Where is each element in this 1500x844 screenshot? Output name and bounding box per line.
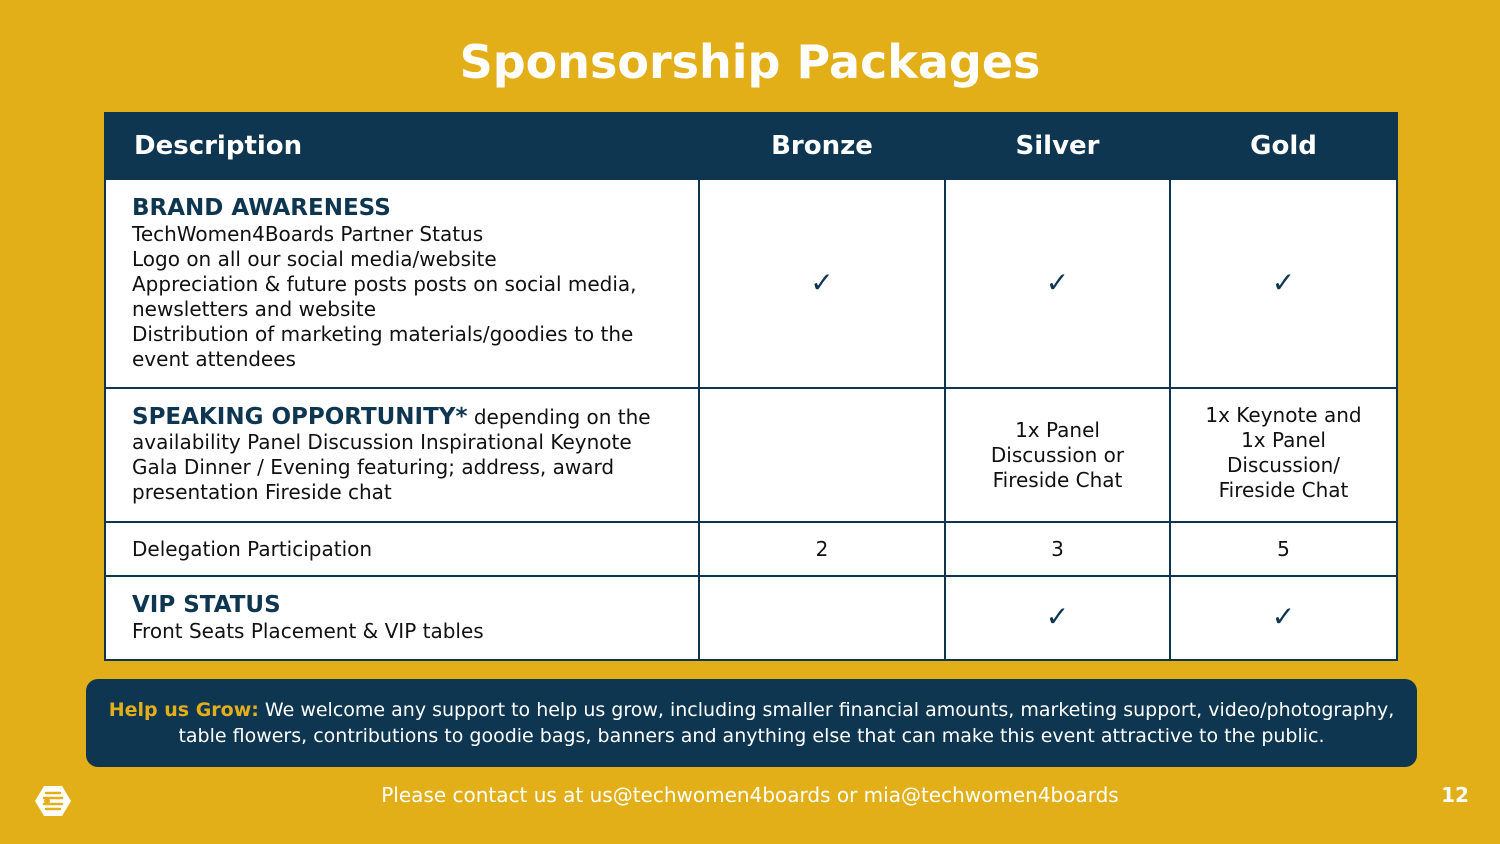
cell-text-line: Fireside Chat — [1218, 478, 1349, 502]
row-heading: BRAND AWARENESS — [132, 195, 391, 221]
row-heading-suffix: depending on the — [467, 405, 651, 429]
bronze-cell: 2 — [699, 522, 945, 576]
row-text-line: event attendees — [132, 347, 296, 371]
bronze-cell — [699, 576, 945, 660]
contact-text: Please contact us at us@techwomen4boards or mia@techwomen4boards — [381, 783, 1119, 807]
page-title: Sponsorship Packages — [459, 35, 1041, 89]
bronze-cell — [699, 388, 945, 522]
silver-cell — [945, 576, 1170, 660]
row-text-line: Gala Dinner / Evening featuring; address, award — [132, 455, 615, 479]
checkmark-icon: ✓ — [810, 265, 834, 299]
table-row-speaking-opportunity — [105, 388, 1397, 522]
column-header-description: Description — [105, 113, 699, 179]
row-text-line: TechWomen4Boards Partner Status — [132, 222, 484, 246]
row-text-line: Appreciation & future posts posts on social media, — [132, 272, 637, 296]
help-label: Help us Grow: — [108, 699, 259, 721]
help-text: We welcome any support to help us grow, including smaller financial amounts, marketing support, video/photography, — [258, 699, 1395, 721]
gold-cell — [1170, 388, 1397, 522]
row-heading: SPEAKING OPPORTUNITY* — [132, 404, 468, 430]
cell-text-line: 1x Keynote and — [1205, 403, 1362, 427]
column-header-bronze: Bronze — [699, 113, 945, 179]
table-row-vip-status — [105, 576, 1397, 660]
row-text-line: presentation Fireside chat — [132, 480, 392, 504]
checkmark-icon: ✓ — [1271, 265, 1296, 299]
cell-text-line: 1x Panel — [1241, 428, 1326, 452]
table-header-row — [105, 113, 1397, 179]
silver-cell — [945, 388, 1170, 522]
gold-cell: 5 — [1170, 522, 1397, 576]
speaking-opportunity-description — [105, 388, 699, 522]
column-header-gold: Gold — [1170, 113, 1397, 179]
help-line-2: table flowers, contributions to goodie bags, banners and anything else that can make this event attractive to the public. — [178, 725, 1325, 747]
vip-status-description — [105, 576, 699, 660]
row-heading: VIP STATUS — [132, 592, 281, 618]
table-row-delegation — [105, 522, 1397, 576]
gold-cell — [1170, 179, 1397, 388]
bronze-cell — [699, 179, 945, 388]
help-us-grow-box — [86, 679, 1417, 767]
brand-awareness-description — [105, 179, 699, 388]
silver-cell: 3 — [945, 522, 1170, 576]
packages-table — [104, 112, 1398, 661]
help-line-1 — [109, 697, 1395, 723]
checkmark-icon: ✓ — [1045, 265, 1070, 299]
cell-text-line: 1x Panel — [1015, 417, 1100, 442]
row-heading-line — [132, 405, 672, 430]
table-row-brand-awareness — [105, 179, 1397, 388]
gold-cell — [1170, 576, 1397, 660]
cell-text-line: Fireside Chat — [992, 467, 1123, 492]
row-text-line: Front Seats Placement & VIP tables — [132, 619, 484, 643]
checkmark-icon: ✓ — [1045, 600, 1070, 633]
row-text-line: Distribution of marketing materials/goodies to the — [132, 322, 634, 346]
page-number: 12 — [1441, 783, 1469, 807]
row-text-line: newsletters and website — [132, 297, 377, 321]
checkmark-icon: ✓ — [1271, 600, 1296, 633]
row-text-line: availability Panel Discussion Inspirational Keynote — [132, 430, 632, 454]
silver-cell — [945, 179, 1170, 388]
column-header-silver: Silver — [945, 113, 1170, 179]
cell-text-line: Discussion or — [990, 442, 1125, 467]
cell-text-line: Discussion/ — [1226, 453, 1341, 477]
row-text-line: Logo on all our social media/website — [132, 247, 497, 271]
delegation-description: Delegation Participation — [105, 522, 699, 576]
